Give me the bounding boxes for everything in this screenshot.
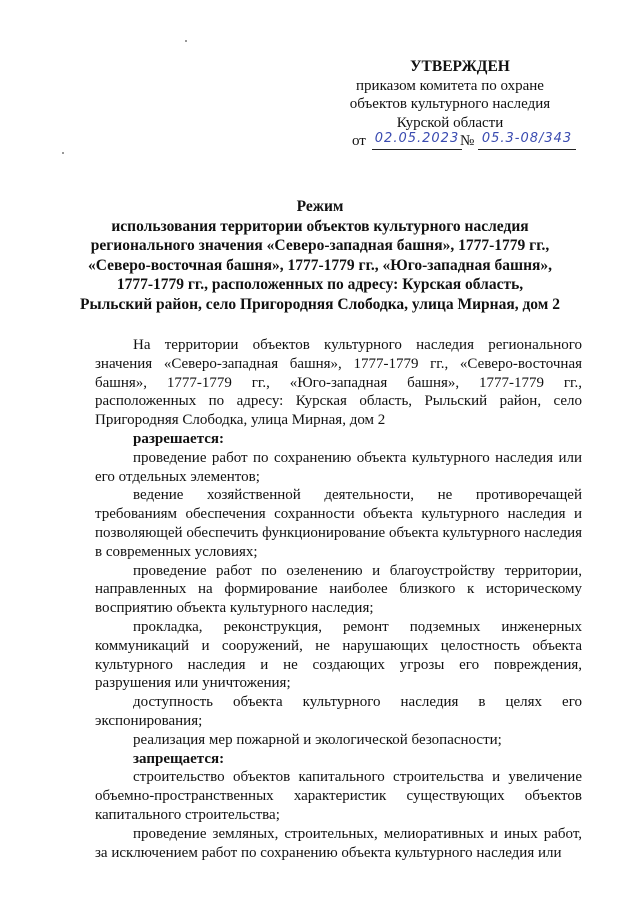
approval-number-handwritten: 05.3-08/343 bbox=[478, 130, 576, 150]
permitted-item: проведение работ по озеленению и благоустройству территории, направленных на формирование наиболее близкого к историческому восприятию объекта культурного наследия; bbox=[95, 562, 582, 617]
approval-line: объектов культурного наследия bbox=[349, 96, 551, 112]
approval-line: Курской области bbox=[396, 114, 504, 131]
approval-number-sign: № bbox=[460, 133, 475, 149]
title-line: использования территории объектов культурного наследия bbox=[111, 217, 529, 235]
title-line: Рыльский район, село Пригородняя Слободка, улица Мирная, дом 2 bbox=[80, 295, 560, 313]
approval-line: приказом комитета по охране bbox=[356, 77, 544, 94]
title-line: «Северо-восточная башня», 1777-1779 гг., «Юго-западная башня», bbox=[87, 256, 553, 274]
scan-speck bbox=[62, 152, 64, 154]
prohibited-label: запрещается: bbox=[133, 750, 225, 767]
prohibited-item: проведение земляных, строительных, мелиоративных и иных работ, за исключением работ по сохранению объекта культурного наследия или bbox=[95, 825, 582, 861]
document-title bbox=[70, 197, 570, 314]
approval-ot-label: от bbox=[352, 133, 366, 149]
title-line: Режим bbox=[296, 198, 344, 215]
approval-date-handwritten: 02.05.2023 bbox=[372, 130, 462, 150]
intro-paragraph: На территории объектов культурного наследия регионального значения «Северо-западная башня», 1777-1779 гг., «Северо-восточная башня», 1777-1779 гг., «Юго-западная башня», 1777-1779 гг., расположенных по адресу: Курская область, Рыльский район, село Пригородняя Слободка, улица Мирная, дом 2 bbox=[95, 337, 582, 429]
permitted-label: разрешается: bbox=[133, 430, 225, 447]
document-body bbox=[95, 336, 582, 862]
permitted-item: доступность объекта культурного наследия в целях его экспонирования; bbox=[95, 694, 582, 729]
prohibited-item: строительство объектов капитального строительства и увеличение объемно-пространственных характеристик существующих объектов капитального строительства; bbox=[95, 769, 582, 823]
permitted-item: реализация мер пожарной и экологической безопасности; bbox=[133, 731, 502, 748]
approval-date-number-line bbox=[300, 132, 600, 152]
permitted-item: проведение работ по сохранению объекта культурного наследия или его отдельных элементов; bbox=[95, 449, 582, 485]
scan-speck bbox=[185, 40, 187, 42]
title-line: 1777-1779 гг., расположенных по адресу: Курская область, bbox=[116, 276, 524, 293]
approval-heading: УТВЕРЖДЕН bbox=[410, 58, 510, 75]
permitted-item: ведение хозяйственной деятельности, не противоречащей требованиям обеспечения сохранности объекта культурного наследия и позволяющей обеспечить функционирование объекта культурного наследия в современных условиях; bbox=[95, 487, 582, 560]
approval-stamp-block bbox=[300, 58, 600, 152]
title-line: регионального значения «Северо-западная башня», 1777-1779 гг., bbox=[90, 237, 550, 254]
permitted-item: прокладка, реконструкция, ремонт подземных инженерных коммуникаций и сооружений, не нарушающих целостность объекта культурного наследия и не создающих угрозы его повреждения, разрушения или уничтожения; bbox=[95, 618, 582, 692]
